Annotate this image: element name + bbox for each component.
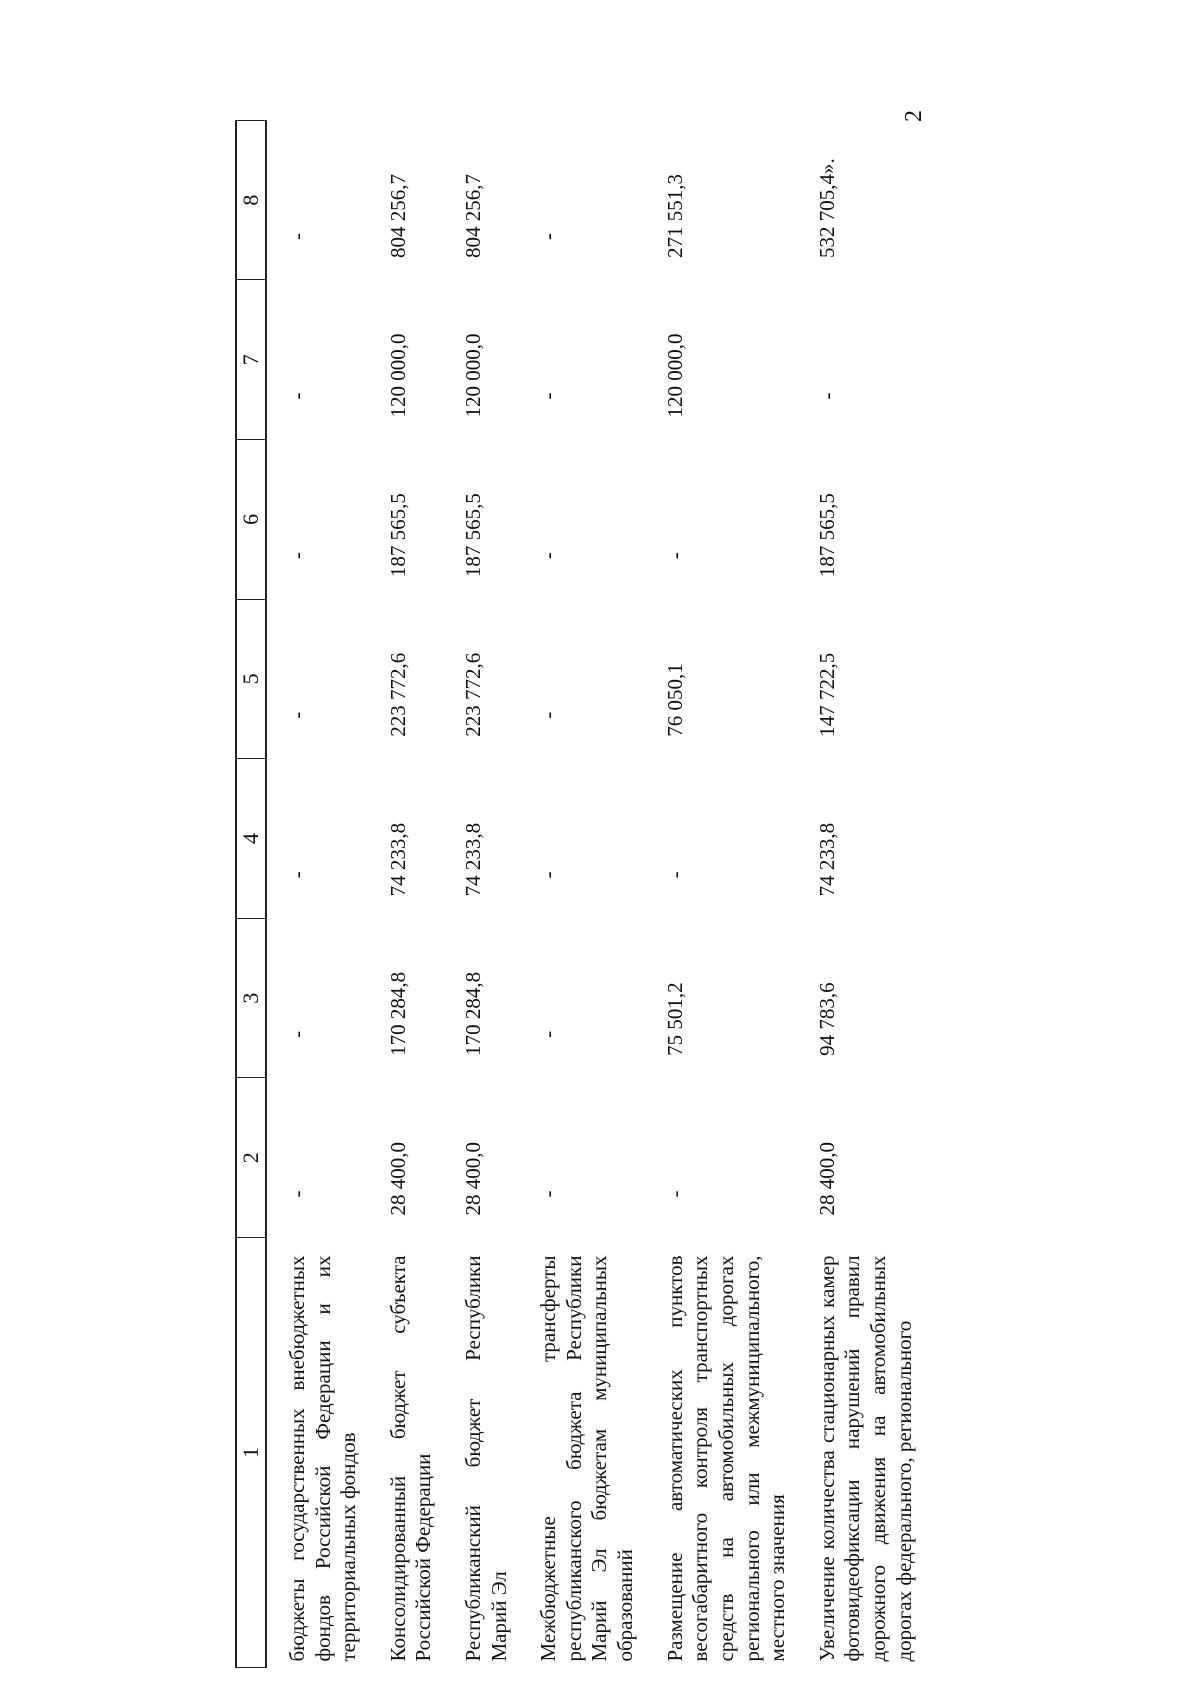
table-cell: - [536, 1030, 561, 1038]
table-cell: 28 400,0 [814, 1142, 839, 1216]
table-row [799, 120, 925, 1667]
table-cell: - [285, 232, 309, 240]
table-cell: - [536, 392, 561, 400]
table-cell: 74 233,8 [461, 822, 486, 897]
table-cell: 804 256,7 [385, 173, 410, 258]
table-cell: - [536, 871, 561, 879]
column-header: 5 [236, 599, 266, 759]
row-label: Межбюджетные трансферты республиканского бюджета Республики Марий Эл бюджетам муниципальных образований [536, 1255, 638, 1662]
table-cell: - [536, 711, 561, 719]
table-cell: 75 501,2 [662, 982, 687, 1056]
table-row [520, 120, 646, 1667]
table-cell: - [285, 871, 309, 879]
column-header: 4 [236, 759, 266, 919]
table-row [647, 120, 799, 1667]
rotated-table-container [235, 121, 953, 1668]
table-cell: 271 551,3 [662, 173, 687, 258]
table-cell: - [536, 1190, 561, 1198]
table-cell: 187 565,5 [385, 493, 410, 578]
row-label: Консолидированный бюджет субъекта Российской Федерации [385, 1255, 436, 1662]
table-row [370, 120, 445, 1667]
column-header: 7 [236, 280, 266, 440]
table-cell: 532 705,4». [814, 158, 839, 258]
table-cell: - [662, 871, 687, 879]
row-label: Республиканский бюджет Республики Марий Эл [461, 1255, 511, 1662]
table-cell: 120 000,0 [385, 333, 410, 418]
row-label: Увеличение количества стационарных камер фотовидеофиксации нарушений правил дорожного движения на автомобильных дорогах федерального, регионального [814, 1255, 916, 1662]
table-cell: - [662, 1190, 687, 1198]
table-cell: 74 233,8 [385, 822, 410, 897]
table-cell: 187 565,5 [814, 493, 839, 578]
table-cell: - [662, 552, 687, 560]
table-cell: 223 772,6 [461, 652, 486, 737]
row-label: бюджеты государственных внебюджетных фондов Российской Федерации и их территориальных фондов [285, 1255, 361, 1662]
table-cell: - [536, 232, 561, 240]
table-cell: - [285, 1190, 309, 1198]
table-cell: 170 284,8 [385, 971, 410, 1056]
table-cell: 804 256,7 [461, 173, 486, 258]
budget-table [235, 120, 925, 1668]
table-cell: - [285, 552, 309, 560]
table-cell: - [814, 392, 839, 400]
table-row [445, 120, 520, 1667]
table-cell: 74 233,8 [814, 822, 839, 897]
column-header: 8 [236, 120, 266, 280]
table-cell: - [536, 552, 561, 560]
column-header: 6 [236, 440, 266, 600]
table-cell: 28 400,0 [385, 1142, 410, 1216]
table-cell: 223 772,6 [385, 652, 410, 737]
table-cell: - [285, 1030, 309, 1038]
column-header: 1 [236, 1238, 266, 1668]
table-header-row [236, 120, 266, 1667]
column-header: 3 [236, 918, 266, 1078]
row-label: Размещение автоматических пунктов весогабаритного контроля транспортных средств на автомобильных дорогах регионального или межмуниципального, местного значения [662, 1255, 790, 1662]
table-cell: 76 050,1 [662, 663, 687, 737]
table-cell: - [285, 392, 309, 400]
table-cell: 187 565,5 [461, 493, 486, 578]
table-row [266, 120, 370, 1667]
table-cell: 94 783,6 [814, 982, 839, 1056]
table-cell: 147 722,5 [814, 652, 839, 737]
column-header: 2 [236, 1078, 266, 1238]
table-cell: 120 000,0 [461, 333, 486, 418]
table-cell: 28 400,0 [461, 1142, 486, 1216]
table-cell: 170 284,8 [461, 971, 486, 1056]
table-cell: - [285, 711, 309, 719]
page-number: 2 [901, 110, 927, 122]
table-cell: 120 000,0 [662, 333, 687, 418]
